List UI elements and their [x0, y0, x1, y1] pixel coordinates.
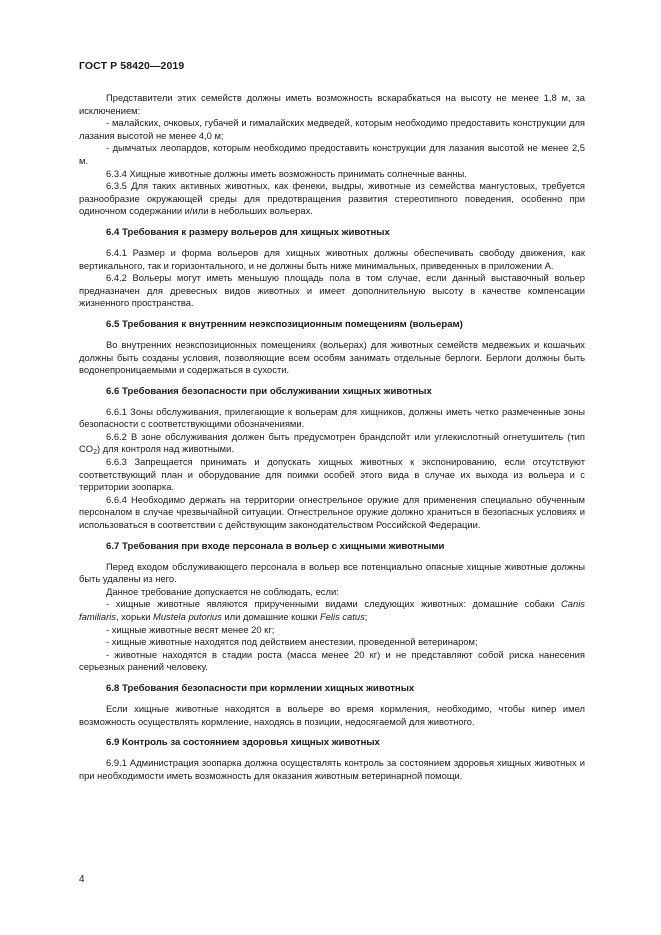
section-heading-6-8: 6.8 Требования безопасности при кормлении хищных животных — [106, 682, 415, 694]
paragraph: 6.6.3 Запрещается принимать и допускать хищных животных к экспонированию, если отсутствуют соответствующий план и оборудование для поимки особей этого вида в случае их выхода из вольера и с территории зоопарка. — [79, 456, 585, 493]
paragraph: - хищные животные находятся под действием анестезии, проведенной ветеринаром; — [106, 636, 478, 648]
section-heading-6-7: 6.7 Требования при входе персонала в вольер с хищными животными — [106, 540, 445, 552]
species-name: Mustela putorius — [153, 611, 222, 622]
document-body — [79, 92, 585, 782]
paragraph: 6.4.2 Вольеры могут иметь меньшую площадь пола в том случае, если данный выставочный вольер предназначен для древесных видов животных и имеет дополнительную высоту в качестве компенсации жизненного пространства. — [79, 272, 585, 309]
text-run: , хорьки — [115, 611, 154, 622]
paragraph: - малайских, очковых, губачей и гималайских медведей, которым необходимо предоставить конструкции для лазания высотой не менее 4,0 м; — [79, 117, 585, 141]
text-run: 6.6.2 В зоне обслуживания должен быть предусмотрен брандспойт или углекислотный огнетушитель (тип CO — [79, 430, 585, 455]
paragraph — [79, 431, 585, 456]
paragraph: 6.6.4 Необходимо держать на территории огнестрельное оружие для применения специально обученным персоналом в случае чрезвычайной ситуации. Огнестрельное оружие должно храниться в безопасных условиях и использоваться в соответствии с действующим законодательством Российской Федерации. — [79, 493, 585, 531]
paragraph: Данное требование допускается не соблюдать, если: — [106, 585, 339, 597]
text-run: - хищные животные являются прирученными видами следующих животных: домашние собаки — [106, 598, 562, 610]
paragraph: - животные находятся в стадии роста (масса менее 20 кг) и не представляют собой риска нанесения серьезных ранений человеку. — [79, 648, 585, 673]
paragraph: Если хищные животные находятся в вольере во время кормления, необходимо, чтобы кипер имел возможность осуществлять кормление, находясь в позиции, недосягаемой для животного. — [79, 702, 585, 727]
paragraph: 6.9.1 Администрация зоопарка должна осуществлять контроль за состоянием здоровья хищных животных и при необходимости иметь возможность для оказания животным ветеринарной помощи. — [79, 757, 585, 781]
species-name: Canis familiaris — [79, 598, 585, 622]
section-heading-6-4: 6.4 Требования к размеру вольеров для хищных животных — [106, 226, 390, 238]
text-run: ; — [364, 611, 368, 622]
paragraph: - хищные животные весят менее 20 кг; — [106, 623, 275, 635]
section-heading-6-5: 6.5 Требования к внутренним неэкспозиционным помещениям (вольерам) — [106, 318, 463, 330]
paragraph: Во внутренних неэкспозиционных помещениях (вольерах) для животных семейств медвежьих и кошачьих должны быть созданы условия, позволяющие всем особям занимать отдельные берлоги. Берлоги должны быть водонепроницаемыми и содержаться в сухости. — [79, 338, 585, 376]
page-header-doc-id: ГОСТ Р 58420—2019 — [79, 60, 185, 72]
paragraph — [79, 598, 585, 623]
paragraph: Перед входом обслуживающего персонала в вольер все потенциально опасные хищные животные должны быть удалены из него. — [79, 560, 585, 585]
text-run: ) для контроля над животными. — [96, 443, 234, 455]
paragraph: 6.6.1 Зоны обслуживания, прилегающие к вольерам для хищников, должны иметь четко размеченные зоны безопасности с соответствующими обозначениями. — [79, 405, 585, 430]
paragraph: 6.4.1 Размер и форма вольеров для хищных животных должны обеспечивать свободу движения, как вертикального, так и горизонтального, и не должны быть ниже минимальных, приведенных в приложении А. — [79, 246, 585, 271]
paragraph: 6.3.5 Для таких активных животных, как фенеки, выдры, животные из семейства мангустовых, требуется разнообразие окружающей среды для предотвращения развития стереотипного поведения, особенно при одиночном содержании и/или в небольших вольерах. — [79, 180, 585, 217]
paragraph: 6.3.4 Хищные животные должны иметь возможность принимать солнечные ванны. — [106, 167, 467, 179]
section-heading-6-6: 6.6 Требования безопасности при обслуживании хищных животных — [106, 385, 432, 397]
section-heading-6-9: 6.9 Контроль за состоянием здоровья хищных животных — [106, 737, 380, 749]
paragraph: Представители этих семейств должны иметь возможность вскарабкаться на высоту не менее 1,8 м, за исключением: — [79, 92, 585, 116]
text-run: или домашние кошки — [221, 611, 320, 622]
paragraph: - дымчатых леопардов, которым необходимо предоставить конструкции для лазания высотой не менее 2,5 м. — [79, 142, 585, 166]
page-number: 4 — [79, 874, 85, 885]
subscript: 2 — [93, 449, 97, 457]
species-name: Felis catus — [319, 611, 365, 622]
